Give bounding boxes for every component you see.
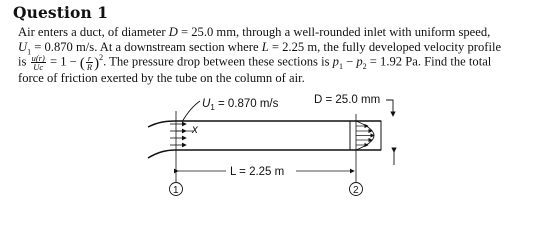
question-title: Question 1	[13, 3, 109, 22]
uniform-velocity-arrows	[170, 124, 186, 145]
text: = 1 −	[46, 54, 80, 69]
d-dimension-arrow-top	[386, 100, 393, 116]
subscript: 1	[338, 62, 343, 72]
d-label: D = 25.0 mm	[314, 94, 381, 106]
var-p2: p	[356, 54, 363, 69]
x-label: x	[192, 124, 198, 136]
fraction-denominator: R	[86, 62, 93, 73]
fraction-denominator: Uc	[33, 62, 44, 73]
text: . The pressure drop between these sections is	[103, 54, 333, 69]
text: = 2.25 m, the fully developed velocity profile	[268, 39, 502, 54]
var-D: D	[168, 25, 178, 39]
statement-line-4: force of friction exerted by the tube on the column of air.	[18, 71, 305, 86]
inlet-lower-lip	[148, 150, 176, 158]
l-label: L = 2.25 m	[230, 166, 285, 178]
fraction-numerator: r	[87, 53, 92, 64]
subscript: 2	[362, 62, 367, 72]
var-L: L	[261, 39, 269, 54]
text: −	[342, 54, 357, 69]
subscript: 1	[27, 47, 32, 57]
profile-velocity-arrows	[356, 126, 374, 145]
var-p1: p	[332, 54, 339, 69]
exponent: 2	[99, 53, 104, 63]
text: is	[18, 54, 30, 69]
text: = 0.870 m/s. At a downstream section where	[31, 39, 262, 54]
text: Air enters a duct, of diameter	[18, 25, 169, 39]
var-U: U	[18, 39, 28, 54]
text: = 25.0 mm, through a well-rounded inlet with uniform speed,	[177, 25, 491, 39]
open-paren: (	[79, 55, 85, 72]
text: = 1.92 Pa. Find the total	[366, 54, 492, 69]
section-1-number: 1	[173, 185, 179, 196]
fraction-numerator: u(r)	[31, 53, 45, 64]
u1-label: $U_1 = 0.870$ m/s	[202, 98, 279, 112]
close-paren: )	[94, 55, 100, 72]
u1-leader-line	[182, 101, 200, 122]
section-2-number: 2	[353, 185, 359, 196]
